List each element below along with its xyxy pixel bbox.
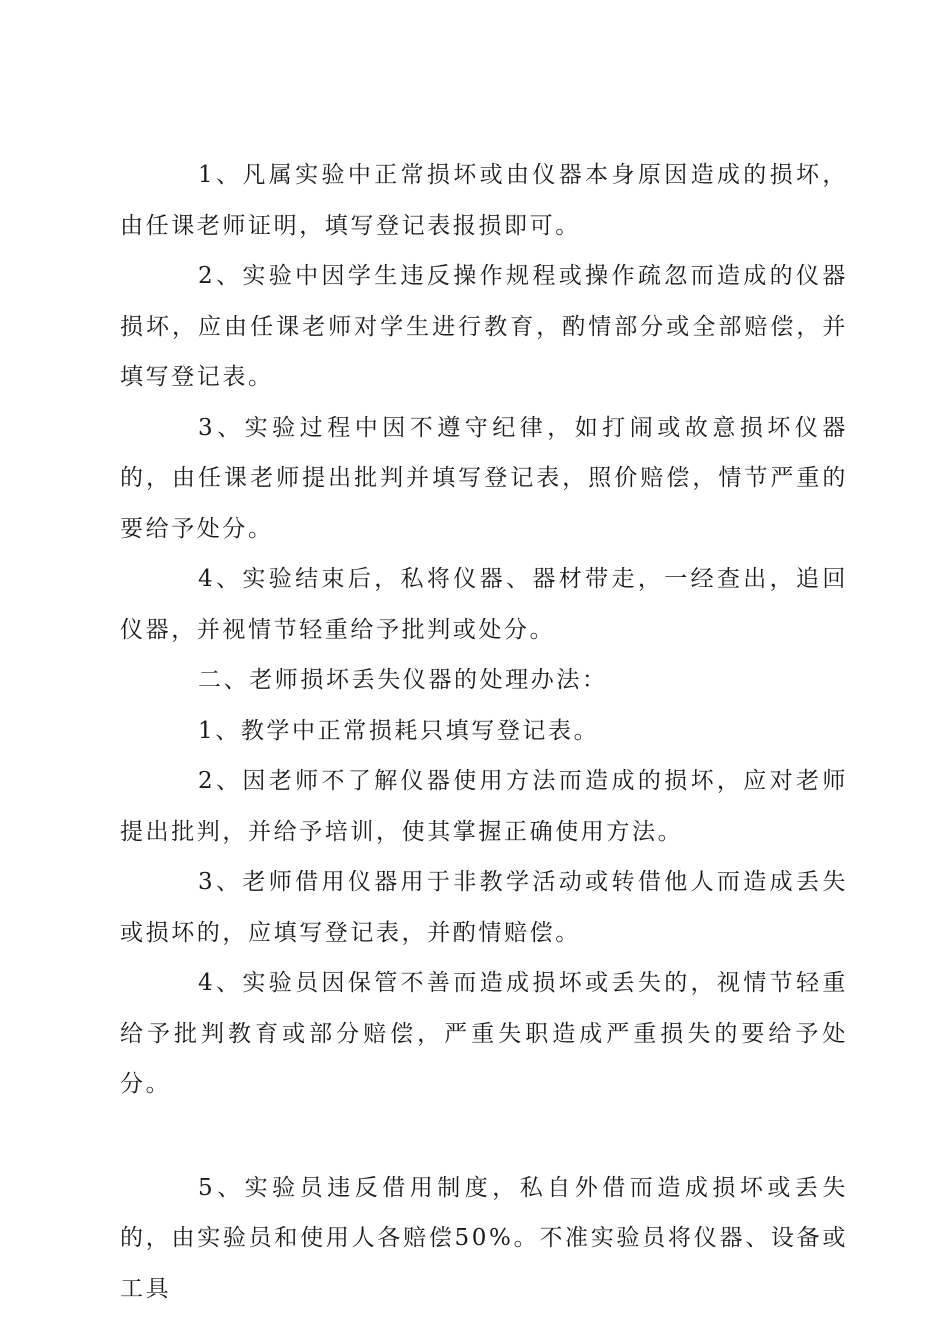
section-heading-teacher: 二、老师损坏丢失仪器的处理办法：	[198, 667, 608, 693]
paragraph-8: 4、实验员因保管不善而造成损坏或丢失的，视情节轻重给予批判教育或部分赔偿，严重失职造成严重损失的要给予处分。	[120, 970, 848, 1097]
document-body	[120, 150, 848, 1314]
paragraph-6: 2、因老师不了解仪器使用方法而造成的损坏，应对老师提出批判，并给予培训，使其掌握正确使用方法。	[120, 768, 848, 845]
paragraph-9: 5、实验员违反借用制度，私自外借而造成损坏或丢失的，由实验员和使用人各赔偿50%。不准实验员将仪器、设备或工具	[120, 1174, 848, 1302]
paragraph-4: 4、实验结束后，私将仪器、器材带走，一经查出，追回仪器，并视情节轻重给予批判或处分。	[120, 566, 848, 643]
paragraph-5: 1、教学中正常损耗只填写登记表。	[198, 717, 600, 744]
paragraph-1: 1、凡属实验中正常损坏或由仪器本身原因造成的损坏，由任课老师证明，填写登记表报损即可。	[120, 162, 848, 239]
paragraph-2: 2、实验中因学生违反操作规程或操作疏忽而造成的仪器损坏，应由任课老师对学生进行教育，酌情部分或全部赔偿，并填写登记表。	[120, 263, 848, 390]
paragraph-3: 3、实验过程中因不遵守纪律，如打闹或故意损坏仪器的，由任课老师提出批判并填写登记表，照价赔偿，情节严重的要给予处分。	[120, 414, 848, 542]
paragraph-7: 3、老师借用仪器用于非教学活动或转借他人而造成丢失或损坏的，应填写登记表，并酌情赔偿。	[120, 869, 848, 946]
